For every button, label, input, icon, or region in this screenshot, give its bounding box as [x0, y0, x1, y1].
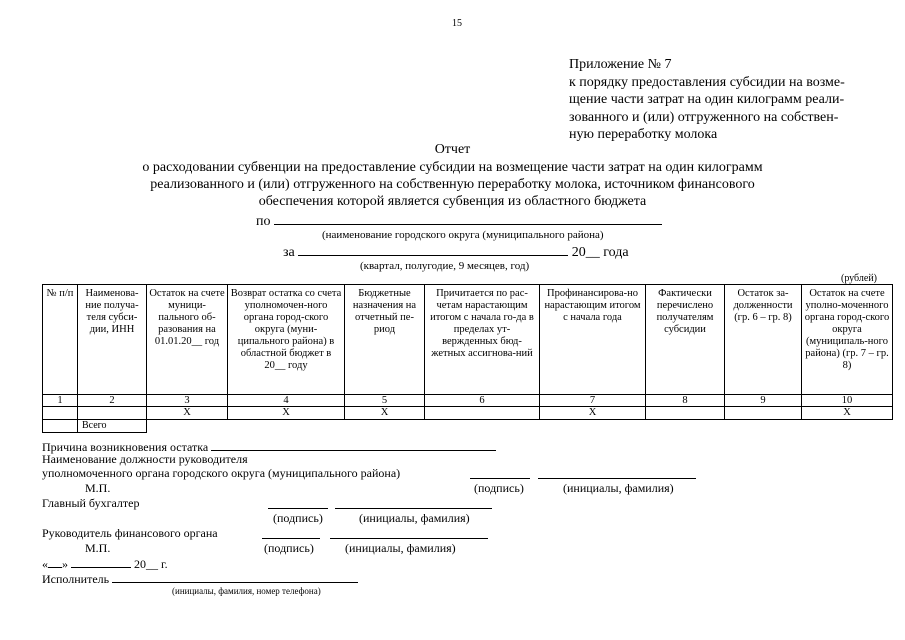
- accountant-initials-line[interactable]: [335, 496, 492, 509]
- empty-cell: [646, 420, 725, 433]
- reason-label: Причина возникновения остатка: [42, 440, 209, 454]
- table-cell: X: [147, 407, 228, 420]
- table-cell[interactable]: [725, 407, 802, 420]
- executor-caption: (инициалы, фамилия, номер телефона): [172, 586, 321, 596]
- executor-blank[interactable]: [112, 570, 358, 583]
- column-number: 5: [345, 395, 425, 407]
- table-cell: X: [228, 407, 345, 420]
- empty-cell: [540, 420, 646, 433]
- column-header: Фактически перечислено получателям субсидии: [646, 285, 725, 395]
- head-signature-line[interactable]: [470, 466, 530, 479]
- empty-cell: [725, 420, 802, 433]
- initials-caption: (инициалы, фамилия): [345, 541, 456, 555]
- table-cell[interactable]: [43, 407, 78, 420]
- for-label: за: [283, 245, 295, 260]
- head-position-label: Наименование должности руководителя: [42, 452, 248, 466]
- initials-caption: (инициалы, фамилия): [359, 511, 470, 525]
- chief-accountant-label: Главный бухгалтер: [42, 496, 140, 510]
- column-number: 9: [725, 395, 802, 407]
- period-caption: (квартал, полугодие, 9 месяцев, год): [360, 260, 530, 272]
- date-quote-close: »: [62, 557, 68, 571]
- executor-row: [42, 570, 358, 587]
- report-subtitle-line: о расходовании субвенции на предоставление субсидии на возмещение части затрат на один килограмм: [142, 160, 763, 175]
- column-number: 2: [78, 395, 147, 407]
- table-cell[interactable]: [425, 407, 540, 420]
- empty-cell: [802, 420, 893, 433]
- column-header: Профинансирова-но нарастающим итогом с начала года: [540, 285, 646, 395]
- column-header: Остаток на счете муници-пального об-разования на 01.01.20__ год: [147, 285, 228, 395]
- table-cell: [43, 420, 78, 433]
- column-header: Бюджетные назначения на отчетный пе-риод: [345, 285, 425, 395]
- stamp-label: М.П.: [85, 481, 111, 495]
- report-table: [42, 284, 893, 433]
- table-cell: X: [802, 407, 893, 420]
- signature-caption: (подпись): [474, 481, 524, 495]
- finance-head-label: Руководитель финансового органа: [42, 526, 218, 540]
- appendix-block: [569, 56, 845, 144]
- column-header: Наименова-ние получа-теля субси-дии, ИНН: [78, 285, 147, 395]
- column-number: 7: [540, 395, 646, 407]
- head-initials-line[interactable]: [538, 466, 696, 479]
- finance-signature-line[interactable]: [262, 526, 320, 539]
- units-label: (рублей): [840, 273, 877, 284]
- table-header-row: [43, 285, 893, 395]
- column-number: 1: [43, 395, 78, 407]
- reason-blank[interactable]: [211, 438, 496, 451]
- report-title: Отчет: [434, 142, 471, 157]
- by-label: по: [256, 214, 271, 229]
- date-month-blank[interactable]: [71, 555, 131, 568]
- finance-initials-line[interactable]: [330, 526, 488, 539]
- column-number: 4: [228, 395, 345, 407]
- column-header: № п/п: [43, 285, 78, 395]
- empty-cell: [147, 420, 228, 433]
- report-subtitle-line: обеспечения которой является субвенция из областного бюджета: [258, 194, 647, 209]
- signature-caption: (подпись): [273, 511, 323, 525]
- column-header: Причитается по рас-четам нарастающим итогом с начала го-да в пределах ут-вержденных бюд-жетных ассигнова-ний: [425, 285, 540, 395]
- period-blank[interactable]: [298, 243, 568, 256]
- table-cell: X: [540, 407, 646, 420]
- column-number: 3: [147, 395, 228, 407]
- signature-caption: (подпись): [264, 541, 314, 555]
- empty-cell: [228, 420, 345, 433]
- column-number-row: [43, 395, 893, 407]
- date-year: 20__ г.: [134, 557, 168, 571]
- initials-caption: (инициалы, фамилия): [563, 481, 674, 495]
- empty-cell: [345, 420, 425, 433]
- report-subtitle-line: реализованного и (или) отгруженного на собственную переработку молока, источником финансового: [150, 177, 755, 192]
- municipality-blank[interactable]: [274, 212, 662, 225]
- municipality-caption: (наименование городского округа (муниципального района): [322, 229, 604, 241]
- period-row: [283, 243, 629, 261]
- appendix-title: Приложение № 7: [569, 57, 672, 72]
- table-cell: X: [345, 407, 425, 420]
- appendix-line: ную переработку молока: [569, 127, 718, 142]
- appendix-line: к порядку предоставления субсидии на возме-: [569, 74, 845, 90]
- column-header: Остаток на счете уполно-моченного органа город-ского округа (муниципаль-ного района) (гр. 7 – гр. 8): [802, 285, 893, 395]
- column-number: 10: [802, 395, 893, 407]
- column-header: Возврат остатка со счета уполномочен-ного органа город-ского округа (муни-ципального района) в областной бюджет в 20__ году: [228, 285, 345, 395]
- page-number: 15: [452, 18, 462, 29]
- empty-cell: [425, 420, 540, 433]
- year-label: 20__ года: [571, 245, 629, 260]
- authorized-body-label: уполномоченного органа городского округа (муниципального района): [42, 466, 401, 480]
- appendix-line: щение части затрат на один килограмм реали-: [569, 92, 845, 107]
- column-header: Остаток за-долженности (гр. 6 – гр. 8): [725, 285, 802, 395]
- date-day-blank[interactable]: [48, 555, 62, 568]
- column-number: 8: [646, 395, 725, 407]
- column-number: 6: [425, 395, 540, 407]
- accountant-signature-line[interactable]: [268, 496, 328, 509]
- executor-label: Исполнитель: [42, 572, 110, 586]
- by-row: [256, 212, 662, 230]
- date-quote-open: «: [42, 557, 48, 571]
- appendix-line: зованного и (или) отгруженного на собствен-: [569, 109, 839, 125]
- total-label: Всего: [78, 420, 147, 433]
- table-cell[interactable]: [78, 407, 147, 420]
- total-row: [43, 420, 893, 433]
- table-cell[interactable]: [646, 407, 725, 420]
- table-row: [43, 407, 893, 420]
- stamp-label: М.П.: [85, 541, 111, 555]
